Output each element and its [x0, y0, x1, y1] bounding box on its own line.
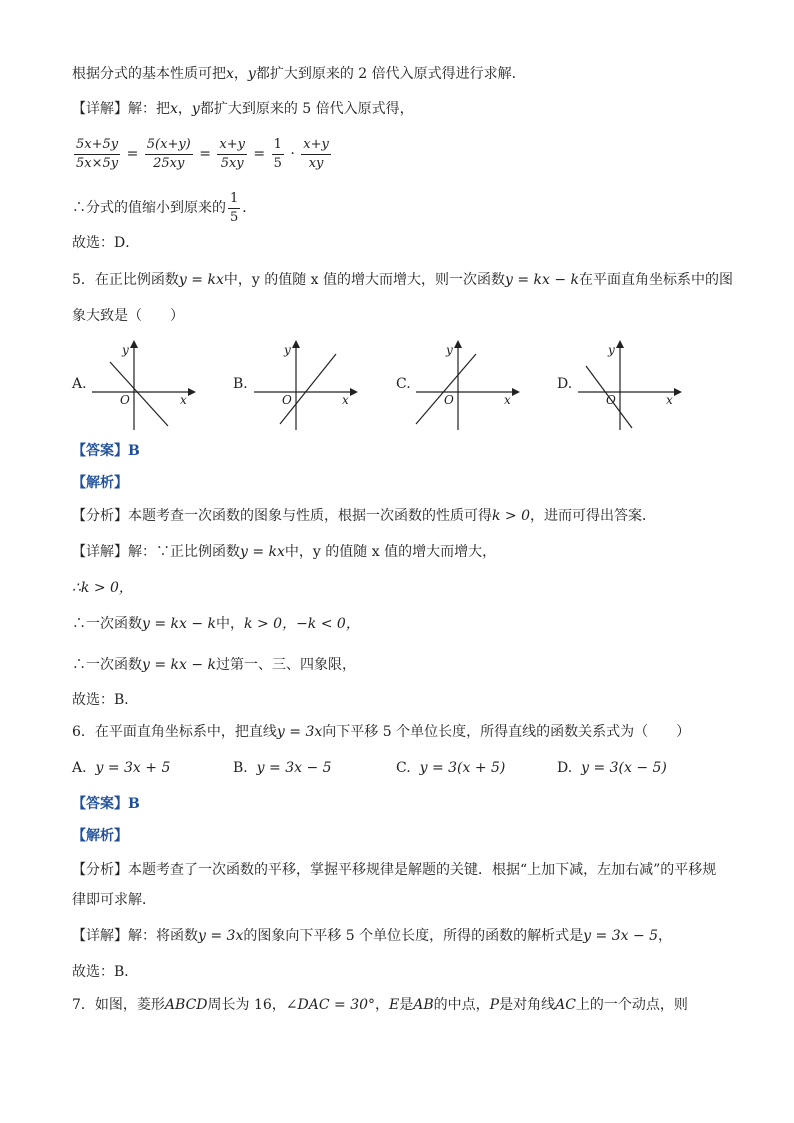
var-y: y [191, 101, 200, 117]
equals: = [126, 146, 139, 162]
q5-final: 故选：B． [72, 692, 139, 708]
q5-step1: ∴k > 0， [72, 580, 133, 596]
q5-detail [72, 542, 496, 562]
denominator: xy [308, 155, 324, 171]
hint-line [72, 64, 526, 84]
q6-analysis-line1: 【分析】本题考查了一次函数的平移，掌握平移规律是解题的关键．根据“上加下减，左加右减”的平移规 [72, 862, 717, 878]
q4-detail-line [72, 99, 414, 119]
numerator: 5(x+y) [145, 136, 193, 155]
q6-analysis-line2: 律即可求解． [72, 892, 156, 908]
detail-text-end: 中，y 的值随 x 值的增大而增大， [284, 544, 497, 560]
q4-answer: 故选：D． [72, 235, 140, 251]
expr-k-positive: k > 0， [244, 616, 297, 632]
q5-option-a-graph [88, 340, 198, 432]
separator: ， [233, 66, 248, 82]
option-expr: y = 3x + 5 [95, 760, 171, 776]
point-p: P [489, 997, 500, 1013]
comma: ， [658, 928, 673, 944]
option-label: C. [396, 760, 411, 776]
equals: = [253, 146, 266, 162]
q6-stem [72, 722, 690, 742]
q7-text: 是 [399, 997, 414, 1013]
q4-conclusion [72, 188, 256, 228]
equals: = [199, 146, 211, 162]
conclusion-text: ∴分式的值缩小到原来的 [72, 200, 226, 216]
step-text-mid: 中， [216, 616, 245, 632]
q6-final: 故选：B． [72, 964, 139, 980]
detail-text: 【详解】解：∵正比例函数 [72, 544, 240, 560]
expr-y-kx-k: y = kx − k [142, 616, 217, 632]
axis-y-label: y [446, 343, 453, 357]
q7-stem [72, 995, 688, 1015]
denominator: 5xy [220, 155, 244, 171]
q5-text-mid: 中，y 的值随 x 值的增大而增大，则一次函数 [223, 272, 505, 288]
expr-y-kx-k: y = kx − k [505, 272, 580, 288]
option-expr: y = 3(x − 5) [581, 760, 667, 776]
axis-x-label: x [342, 393, 349, 407]
fraction-5 [301, 136, 331, 173]
detail-text-mid: 的图象向下平移 5 个单位长度，所得的函数的解析式是 [243, 928, 584, 944]
numerator: x+y [301, 136, 331, 155]
q5-analysis [72, 506, 656, 526]
q6-text-end: 向下平移 5 个单位长度，所得直线的函数关系式为（ ） [322, 724, 691, 740]
fraction-1 [74, 136, 120, 173]
expr-y-3x-5: y = 3x − 5 [583, 928, 659, 944]
option-expr: y = 3(x + 5) [419, 760, 506, 776]
q5-stem-line2: 象大致是（ ） [72, 308, 184, 324]
denominator: 5x×5y [76, 155, 119, 171]
detail-text-end: 都扩大到原来的 5 倍代入原式得， [199, 101, 414, 117]
q6-text: 6．在平面直角坐标系中，把直线 [72, 724, 277, 740]
hint-text: 根据分式的基本性质可把 [72, 66, 226, 82]
q5-option-d-label: D. [557, 376, 573, 392]
option-label: B. [233, 760, 248, 776]
q5-answer: 【答案】B [72, 443, 140, 459]
option-label: A. [72, 760, 87, 776]
var-x: x [226, 66, 234, 82]
expr-y-3x: y = 3x [276, 724, 323, 740]
comma: ， [375, 997, 390, 1013]
expr-y-kx-k: y = kx − k [142, 657, 217, 673]
q7-text: 周长为 16， [207, 997, 286, 1013]
numerator: 5x+5y [74, 136, 120, 155]
q5-option-d-graph [574, 340, 684, 432]
numerator: x+y [217, 136, 247, 155]
denominator: 25xy [153, 155, 185, 171]
q6-option-c [396, 758, 505, 778]
analysis-text: 【分析】本题考查一次函数的图象与性质，根据一次函数的性质可得 [72, 508, 492, 524]
point-e: E [389, 997, 400, 1013]
q6-analysis-head: 【解析】 [72, 828, 128, 844]
denominator: 5 [273, 155, 282, 171]
separator: ， [177, 101, 192, 117]
times-dot: · [290, 146, 295, 162]
q6-option-b [233, 758, 332, 778]
q7-text: 是对角线 [499, 997, 556, 1013]
q5-step3 [72, 655, 356, 675]
fraction-one-fifth [228, 190, 240, 227]
q5-analysis-head: 【解析】 [72, 475, 128, 491]
origin-label: O [120, 393, 130, 407]
axis-x-label: x [180, 393, 187, 407]
option-label: D. [557, 760, 573, 776]
expr-neg-k-negative: −k < 0， [296, 616, 360, 632]
q5-option-a-label: A. [72, 376, 87, 392]
numerator: 1 [272, 136, 284, 155]
axis-x-label: x [666, 393, 673, 407]
analysis-text-end: ，进而可得出答案． [530, 508, 657, 524]
denominator: 5 [230, 209, 239, 225]
q5-option-b-graph [250, 340, 360, 432]
var-x: x [170, 101, 178, 117]
q6-detail [72, 926, 672, 946]
step-text: ∴一次函数 [72, 616, 142, 632]
q7-text-end: 上的一个动点，则 [575, 997, 688, 1013]
origin-label: O [444, 393, 454, 407]
q5-option-c-label: C. [396, 376, 411, 392]
fraction-4 [272, 136, 284, 173]
fraction-2 [145, 136, 193, 173]
q5-option-c-graph [412, 340, 522, 432]
expr-y-kx: y = kx [240, 544, 285, 560]
axis-y-label: y [284, 343, 291, 357]
detail-text: 【详解】解：将函数 [72, 928, 198, 944]
hint-text-end: 都扩大到原来的 2 倍代入原式得进行求解． [255, 66, 526, 82]
origin-label: O [606, 393, 616, 407]
segment-ab: AB [413, 997, 434, 1013]
step-text: ∴一次函数 [72, 657, 142, 673]
var-y: y [247, 66, 256, 82]
q6-option-d [557, 758, 667, 778]
axis-y-label: y [608, 343, 615, 357]
q5-text-end: 在平面直角坐标系中的图 [579, 272, 734, 288]
axis-y-label: y [122, 343, 129, 357]
q5-step2 [72, 614, 360, 634]
expr-y-3x: y = 3x [198, 928, 244, 944]
period: ． [242, 200, 257, 216]
angle-dac: ∠DAC = 30° [285, 997, 376, 1013]
option-expr: y = 3x − 5 [256, 760, 332, 776]
q7-text: 的中点， [433, 997, 490, 1013]
q5-stem-line1 [72, 270, 733, 290]
numerator: 1 [228, 190, 240, 209]
q5-option-b-label: B. [233, 376, 248, 392]
q6-answer: 【答案】B [72, 796, 140, 812]
origin-label: O [282, 393, 292, 407]
rhombus-name: ABCD [164, 997, 208, 1013]
expr-y-kx: y = kx [178, 272, 224, 288]
fraction-3 [217, 136, 247, 173]
q5-text: 5．在正比例函数 [72, 272, 179, 288]
expr-k-positive: k > 0 [492, 508, 531, 524]
q7-text: 7．如图，菱形 [72, 997, 165, 1013]
step-text-end: 过第一、三、四象限， [216, 657, 357, 673]
q4-equation [72, 132, 333, 176]
segment-ac: AC [555, 997, 576, 1013]
axis-x-label: x [504, 393, 511, 407]
detail-label: 【详解】 [72, 101, 128, 117]
q6-option-a [72, 758, 170, 778]
detail-text: 解：把 [128, 101, 170, 117]
